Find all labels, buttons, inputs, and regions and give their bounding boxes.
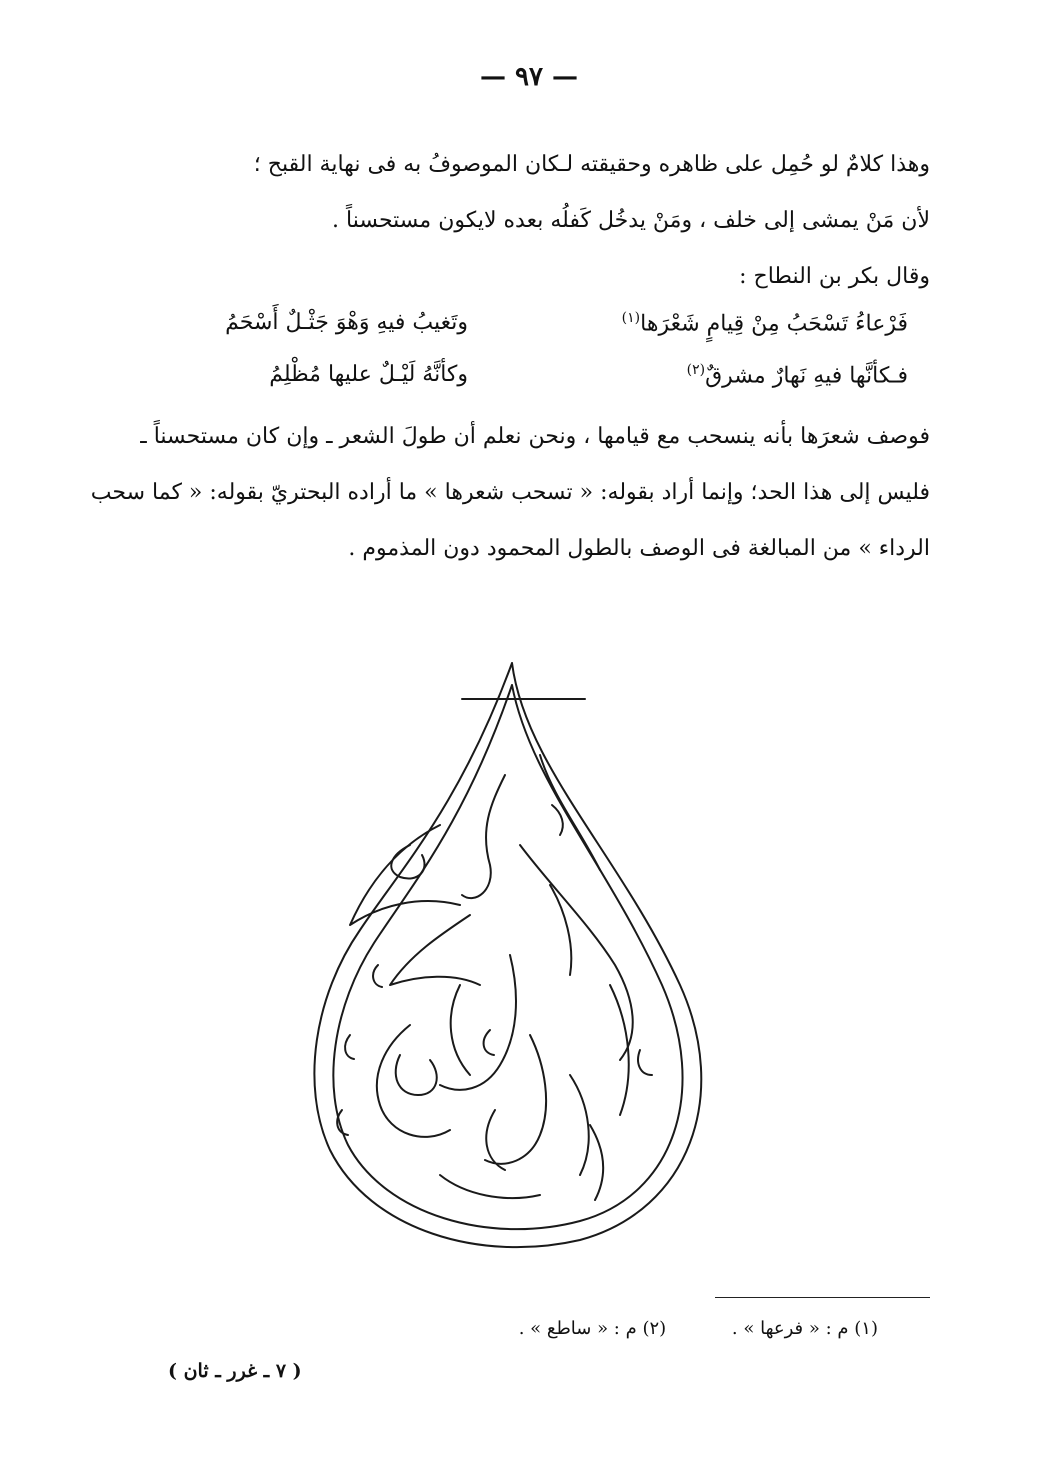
page-number: — ٩٧ — — [479, 62, 579, 92]
paragraph-2-line-3: الرداء » من المبالغة فى الوصف بالطول المحمود دون المذموم . — [348, 536, 930, 561]
footnote-mark-1: (١) — [621, 310, 641, 326]
verse-line-1 — [108, 310, 908, 344]
footnote-separator-rule — [715, 1297, 930, 1298]
verse-1-second-hemistich: وتَغيبُ فيهِ وَهْوَ جَثْـلٌ أَسْحَمُ — [225, 310, 468, 335]
footnote-2: (٢) م : « ساطع » . — [518, 1318, 667, 1339]
verse-2-first-hemistich: فـكأنَّها فيهِ نَهارٌ مشرقٌ$^{(٢)}$ — [686, 362, 908, 389]
verse-line-2 — [108, 362, 908, 396]
paragraph-2-line-2: فليس إلى هذا الحد؛ وإنما أراد بقوله: « تسحب شعرها » ما أراده البحتريّ بقوله: « كما سحب — [90, 480, 930, 505]
verse-2-second-hemistich: وكأنَّهُ لَيْـلٌ عليها مُظْلِمُ — [269, 362, 468, 387]
footnote-1: (١) م : « فرعها » . — [731, 1318, 878, 1339]
paragraph-1-line-1: وهذا كلامٌ لو حُمِل على ظاهره وحقيقته لـكان الموصوفُ به فى نهاية القبح ؛ — [253, 152, 930, 177]
paragraph-2-line-1: فوصف شعرَها بأنه ينسحب مع قيامها ، ونحن نعلم أن طولَ الشعر ـ وإن كان مستحسناً ـ — [140, 424, 930, 449]
footnote-mark-2: (٢) — [686, 362, 706, 378]
printer-signature-line: ( ٧ ـ غرر ـ ثان ) — [168, 1360, 302, 1382]
calligraphy-teardrop-ornament — [290, 655, 750, 1255]
verse-1-first-hemistich: فَرْعاءُ تَسْحَبُ مِنْ قِيامٍ شَعْرَها$^{(١)}$ — [621, 310, 908, 337]
footnotes — [459, 1318, 878, 1339]
paragraph-1-line-2: لأن مَنْ يمشى إلى خلف ، ومَنْ يدخُل كَفلُه بعده لايكون مستحسناً . — [332, 208, 930, 233]
verse-intro-line: وقال بكر بن النطاح : — [739, 264, 930, 289]
